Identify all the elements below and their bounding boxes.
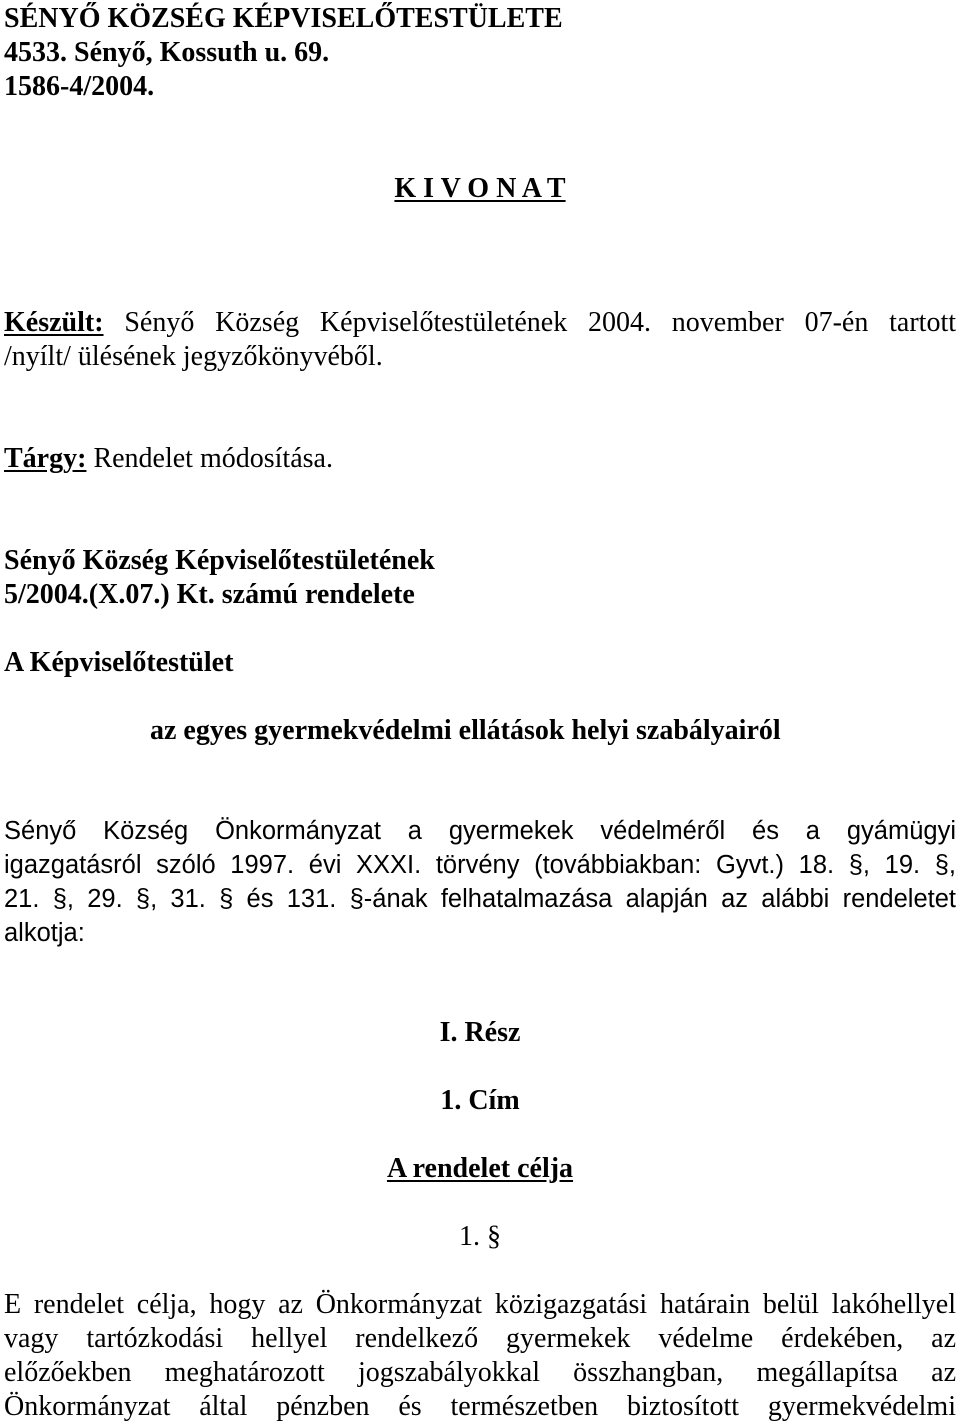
header-address: 4533. Sényő, Kossuth u. 69. [4, 37, 330, 68]
rendelet-body-name: A Képviselőtestület [4, 647, 234, 678]
preamble-line-3: 21. §, 29. §, 31. § és 131. §-ának felhatalmazása alapján az alábbi rendeletet [4, 885, 956, 913]
keszult-paragraph [4, 306, 956, 374]
section-number: 1. § [459, 1221, 501, 1252]
body-line-2: vagy tartózkodási hellyel rendelkező gyermekek védelme érdekében, az [4, 1323, 956, 1354]
body-line-4: Önkormányzat által pénzben és természetben biztosított gyermekvédelmi [4, 1391, 956, 1422]
targy-text: Rendelet módosítása. [93, 443, 333, 474]
header-council-name: SÉNYŐ KÖZSÉG KÉPVISELŐTESTÜLETE [4, 3, 563, 34]
rendelet-number: 5/2004.(X.07.) Kt. számú rendelete [4, 579, 415, 610]
preamble-paragraph [4, 814, 956, 950]
section-title: A rendelet célja [386, 1153, 574, 1184]
keszult-line-2: /nyílt/ ülésének jegyzőkönyvéből. [4, 341, 383, 372]
keszult-text-1: Sényő Község Képviselőtestületének 2004. november 07-én tartott [124, 307, 956, 338]
header-reference-number: 1586-4/2004. [4, 71, 155, 102]
keszult-line-1 [4, 306, 956, 340]
targy-label: Tárgy: [4, 443, 87, 474]
preamble-line-2: igazgatásról szóló 1997. évi XXXI. törvény (továbbiakban: Gyvt.) 18. §, 19. §, [4, 851, 956, 879]
document-title: K I V O N A T [394, 173, 566, 204]
part-heading: I. Rész [439, 1017, 521, 1048]
rendelet-subject: az egyes gyermekvédelmi ellátások helyi szabályairól [150, 715, 781, 746]
body-line-1: E rendelet célja, hogy az Önkormányzat közigazgatási határain belül lakóhellyel [4, 1289, 956, 1320]
body-line-3: előzőekben meghatározott jogszabályokkal összhangban, megállapítsa az [4, 1357, 956, 1388]
targy-line [4, 442, 333, 476]
chapter-heading: 1. Cím [440, 1085, 520, 1116]
keszult-label: Készült: [4, 307, 104, 338]
preamble-line-4: alkotja: [4, 919, 85, 947]
body-paragraph [4, 1288, 956, 1424]
rendelet-issuer: Sényő Község Képviselőtestületének [4, 545, 435, 576]
preamble-line-1: Sényő Község Önkormányzat a gyermekek védelméről és a gyámügyi [4, 817, 956, 845]
